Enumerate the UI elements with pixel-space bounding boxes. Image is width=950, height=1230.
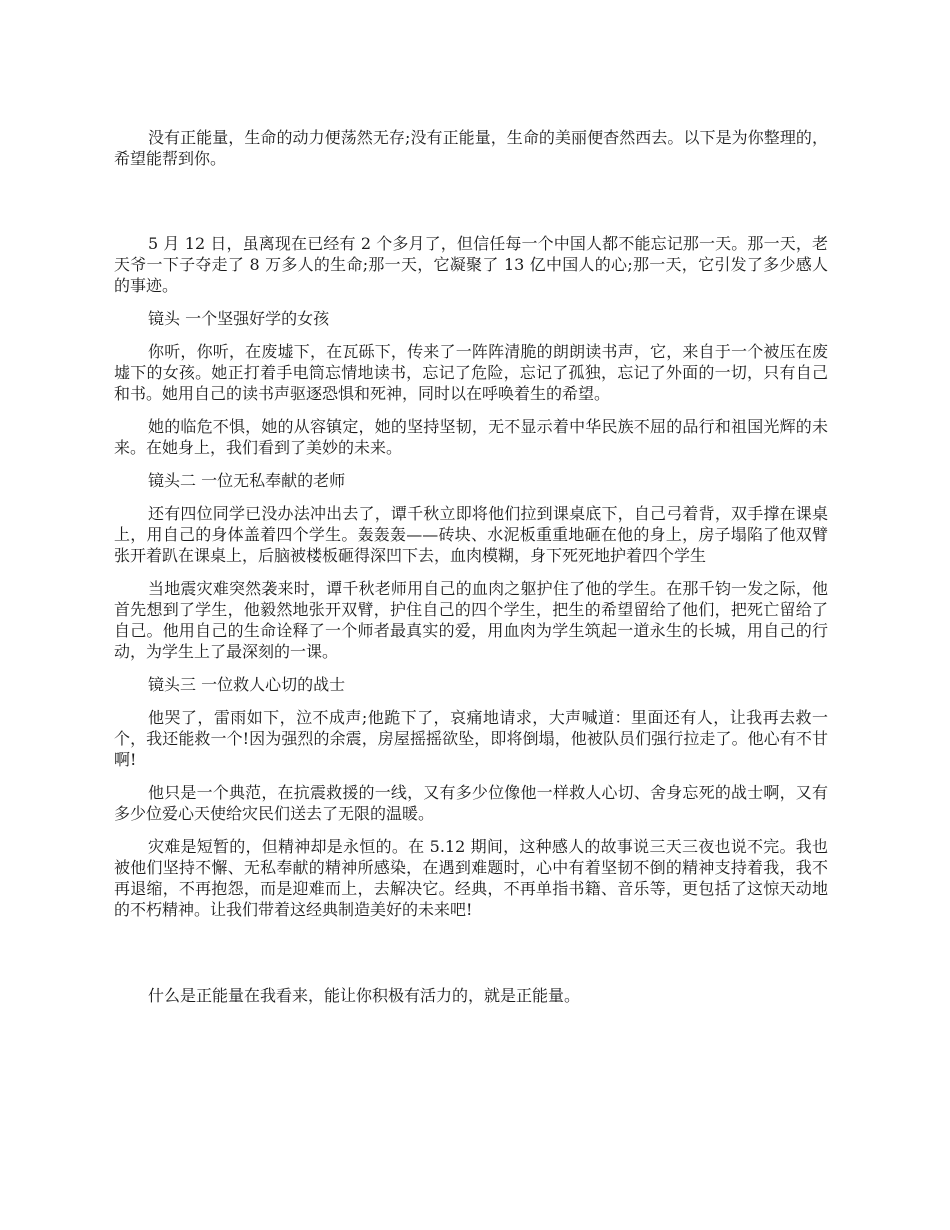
body-paragraph: 她的临危不惧，她的从容镇定，她的坚持坚韧，无不显示着中华民族不屈的品行和祖国光辉的未来。在她身上，我们看到了美妙的未来。 [114,417,828,457]
intro-paragraph: 没有正能量，生命的动力便荡然无存;没有正能量，生命的美丽便杳然西去。以下是为你整理的，希望能帮到你。 [114,128,828,168]
section-heading: 镜头三 一位救人心切的战士 [148,675,346,694]
body-paragraph: 5 月 12 日，虽离现在已经有 2 个多月了，但信任每一个中国人都不能忘记那一天。那一天，老天爷一下子夺走了 8 万多人的生命;那一天，它凝聚了 13 亿中国人的心;那一天，它引发了多少感人的事迹。 [114,234,828,295]
body-paragraph: 他哭了，雷雨如下，泣不成声;他跪下了，哀痛地请求，大声喊道：里面还有人，让我再去救一个，我还能救一个!因为强烈的余震，房屋摇摇欲坠，即将倒塌，他被队员们强行拉走了。他心有不甘啊! [114,708,828,769]
body-paragraph: 还有四位同学已没办法冲出去了，谭千秋立即将他们拉到课桌底下，自己弓着背，双手撑在课桌上，用自己的身体盖着四个学生。轰轰轰——砖块、水泥板重重地砸在他的身上，房子塌陷了他双臂张开着趴在课桌上，后脑被楼板砸得深凹下去，血肉模糊，身下死死地护着四个学生 [114,504,828,565]
body-paragraph: 他只是一个典范，在抗震救援的一线，又有多少位像他一样救人心切、舍身忘死的战士啊，又有多少位爱心天使给灾民们送去了无限的温暖。 [114,783,828,823]
body-paragraph: 你听，你听，在废墟下，在瓦砾下，传来了一阵阵清脆的朗朗读书声，它，来自于一个被压在废墟下的女孩。她正打着手电筒忘情地读书，忘记了危险，忘记了孤独，忘记了外面的一切，只有自己和书。她用自己的读书声驱逐恐惧和死神，同时以在呼唤着生的希望。 [114,342,828,403]
section-heading: 镜头 一个坚强好学的女孩 [148,309,330,328]
closing-paragraph: 什么是正能量在我看来，能让你积极有活力的，就是正能量。 [148,986,581,1005]
document-body [114,127,828,1006]
body-paragraph: 灾难是短暂的，但精神却是永恒的。在 5.12 期间，这种感人的故事说三天三夜也说不完。我也被他们坚持不懈、无私奉献的精神所感染，在遇到难题时，心中有着坚韧不倒的精神支持着我，我不再退缩，不再抱怨，而是迎难而上，去解决它。经典，不再单指书籍、音乐等，更包括了这惊天动地的不朽精神。让我们带着这经典制造美好的未来吧! [114,837,828,919]
section-heading: 镜头二 一位无私奉献的老师 [148,471,346,490]
body-paragraph: 当地震灾难突然袭来时，谭千秋老师用自己的血肉之躯护住了他的学生。在那千钧一发之际，他首先想到了学生，他毅然地张开双臂，护住自己的四个学生，把生的希望留给了他们，把死亡留给了自己。他用自己的生命诠释了一个师者最真实的爱，用血肉为学生筑起一道永生的长城，用自己的行动，为学生上了最深刻的一课。 [114,579,828,661]
